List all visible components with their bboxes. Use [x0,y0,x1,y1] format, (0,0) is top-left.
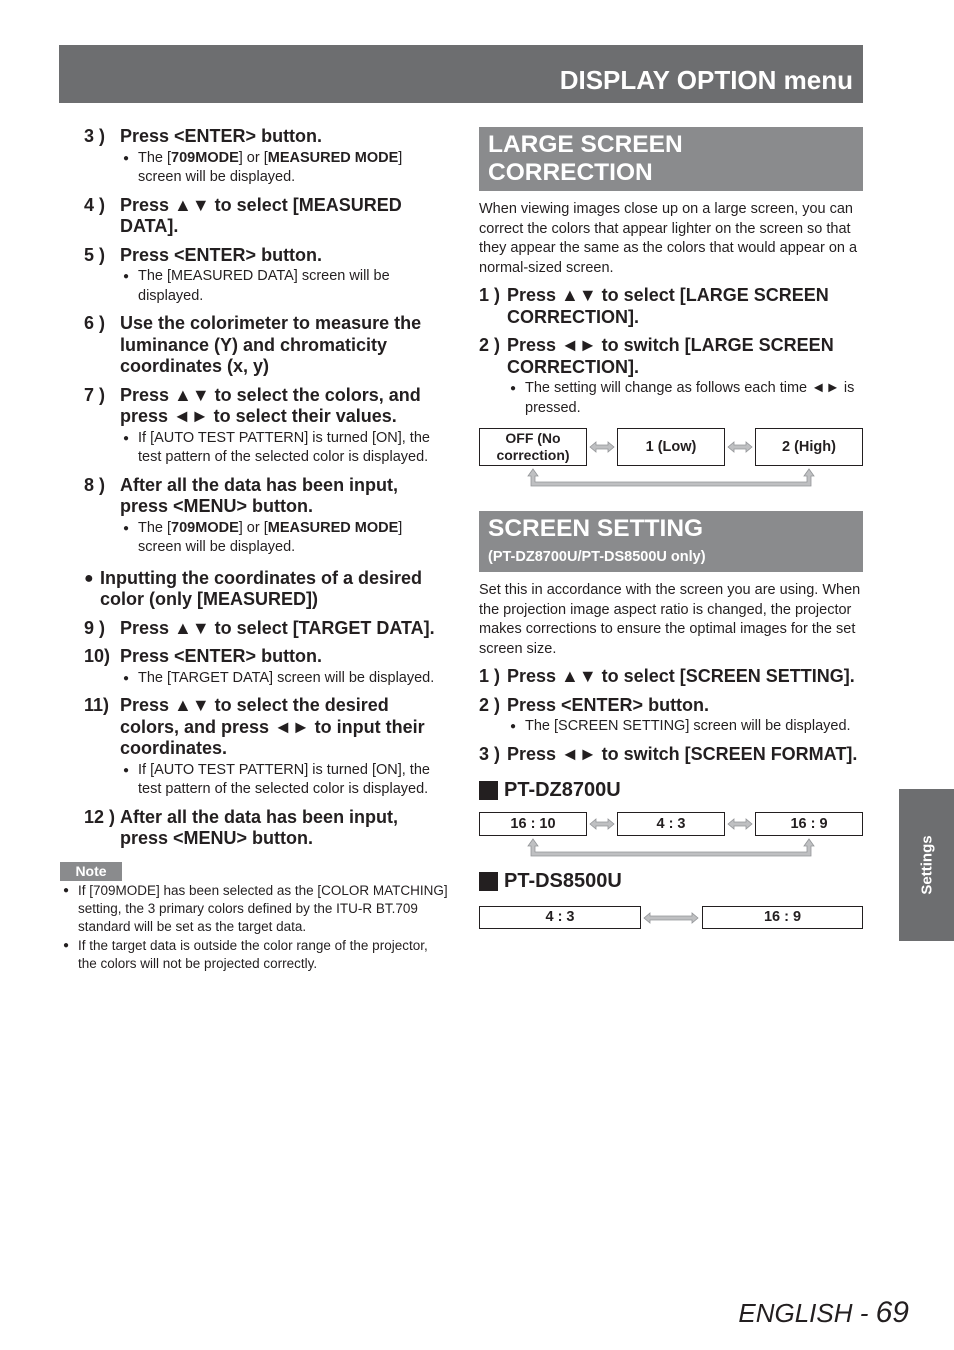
step-text: After all the data has been input, press <MENU> button. [120,474,399,516]
subheading [84,568,446,611]
bullet-bold: MEASURED MODE [267,149,399,166]
step-number: 6 ) [84,313,106,333]
step-11 [84,695,446,760]
step-12 [84,807,446,850]
note-item: ● If the target data is outside the color range of the projector, the colors will not be projected correctly. [60,937,450,973]
page-header [59,45,863,103]
section-subtitle: (PT-DZ8700U/PT-DS8500U only) [488,549,706,565]
step-number: 10) [84,646,111,666]
step-number: 4 ) [84,194,106,215]
option-box: 1 (Low) [617,428,725,466]
option-box: 4 : 3 [617,812,725,836]
step-text: Press <ENTER> button. [120,126,323,146]
step-bullet: ● If [AUTO TEST PATTERN] is turned [ON], the test pattern of the selected color is displayed. [120,429,446,468]
bullet-bold: 709MODE [171,519,239,536]
step-10 [84,646,446,668]
step-number: 11) [84,695,110,715]
step-3 [84,126,446,148]
step-number: 3 ) [479,743,501,764]
double-arrow-icon [589,440,615,454]
lsc-cycle-diagram [479,428,863,494]
step-text: Press ▲▼ to select [TARGET DATA]. [120,617,435,638]
section-header-large-screen-correction [479,127,863,191]
model-name: PT-DZ8700U [504,779,621,801]
step-8 [84,475,446,518]
step-bullet [120,519,446,558]
right-column [479,127,863,930]
square-marker-icon [479,781,498,800]
step-number: 12 ) [84,806,116,827]
step-text: Press ▲▼ to select [LARGE SCREEN CORRECTION]. [507,285,829,327]
dz8700-cycle-diagram [479,812,863,862]
step-text: Press ▲▼ to select the desired colors, and press ◄► to input their coordinates. [120,695,425,758]
page-footer [738,1296,909,1330]
step-bullet: ● The [SCREEN SETTING] screen will be displayed. [507,717,863,737]
step-text: Press <ENTER> button. [507,694,710,715]
step-text: Press <ENTER> button. [120,244,323,265]
ds8500-cycle-diagram [479,906,863,930]
bullet-bold: 709MODE [171,149,239,166]
step-number: 3 ) [84,126,106,146]
model-name: PT-DS8500U [504,870,622,892]
option-box: 16 : 9 [755,812,863,836]
page-number: 69 [875,1296,909,1329]
option-box: OFF (No correction) [479,428,587,466]
step-4 [84,195,446,238]
note-label: Note [60,862,122,881]
loop-arrow-icon [523,838,819,860]
step-number: 9 ) [84,617,106,638]
step-text: Press ▲▼ to select [SCREEN SETTING]. [507,666,855,686]
step-text: After all the data has been input, press <MENU> button. [120,806,399,848]
ss-step-2 [479,695,863,717]
ss-step-3 [479,744,863,766]
section-paragraph: Set this in accordance with the screen you are using. When the projection image aspect ratio is changed, the projector makes corrections to ensure the optimal images for the set screen size. [479,582,861,657]
model-heading [479,779,863,802]
bullet-text: The [ [138,519,172,536]
bullet-bold: MEASURED MODE [267,519,399,536]
step-text: Press <ENTER> button. [120,646,323,666]
step-text: Press ▲▼ to select [MEASURED DATA]. [120,194,402,236]
step-text: Press ◄► to switch [LARGE SCREEN CORRECTION]. [507,335,834,377]
square-marker-icon [479,872,498,891]
bullet-text: ] or [ [238,149,268,166]
side-tab-settings [899,789,954,941]
step-bullet: ● If [AUTO TEST PATTERN] is turned [ON], the test pattern of the selected color is displayed. [120,761,446,800]
note-item: ● If [709MODE] has been selected as the [COLOR MATCHING] setting, the 3 primary colors defined by the ITU-R BT.709 standard will be set as the target data. [60,882,450,936]
step-text: Press ◄► to switch [SCREEN FORMAT]. [507,743,858,764]
option-box: 4 : 3 [479,906,641,929]
step-number: 5 ) [84,244,106,265]
step-number: 1 ) [479,285,501,305]
footer-language: ENGLISH - [738,1298,876,1328]
model-heading [479,870,863,893]
double-arrow-icon [727,440,753,454]
step-number: 1 ) [479,666,501,686]
step-text: Press ▲▼ to select the colors, and press ◄► to select their values. [120,384,421,426]
bullet-text: The [ [138,149,172,166]
bullet-text: ] or [ [238,519,268,536]
subheading-text: Inputting the coordinates of a desired color (only [MEASURED]) [100,567,423,609]
double-arrow-icon [589,817,615,831]
option-box: 16 : 10 [479,812,587,836]
section-paragraph: When viewing images close up on a large screen, you can correct the colors that appear lighter on the screen so that they appear the same as the colors that would appear on a normal-sized screen. [479,201,858,276]
step-number: 2 ) [479,694,501,715]
option-box: 16 : 9 [702,906,863,929]
page-header-title: DISPLAY OPTION menu [559,65,853,95]
bullet-text: ] screen will be displayed. [138,519,403,555]
step-bullet: ● The [TARGET DATA] screen will be displayed. [120,669,446,689]
bullet-text: ] screen will be displayed. [138,149,403,185]
loop-arrow-icon [523,468,819,490]
step-bullet: ● The [MEASURED DATA] screen will be displayed. [120,267,446,306]
side-tab-label: Settings [918,835,935,895]
step-text: Use the colorimeter to measure the luminance (Y) and chromaticity coordinates (x, y) [120,313,422,376]
step-number: 7 ) [84,384,106,405]
left-column [75,126,448,973]
bullet-icon: ● [84,569,94,587]
step-5 [84,245,446,267]
double-arrow-icon [727,817,753,831]
section-title: LARGE SCREEN CORRECTION [488,131,683,186]
lsc-step-2 [479,335,863,378]
step-number: 2 ) [479,335,501,355]
option-box: 2 (High) [755,428,863,466]
step-9 [84,618,446,640]
section-title: SCREEN SETTING [488,515,704,542]
double-arrow-icon [643,911,699,925]
step-number: 8 ) [84,474,106,495]
section-header-screen-setting [479,511,863,572]
step-7 [84,385,446,428]
ss-step-1 [479,666,863,688]
step-bullet: ● The setting will change as follows each time ◄► is pressed. [507,379,863,418]
step-6 [84,313,446,378]
step-bullet [120,149,446,188]
lsc-step-1 [479,285,863,328]
